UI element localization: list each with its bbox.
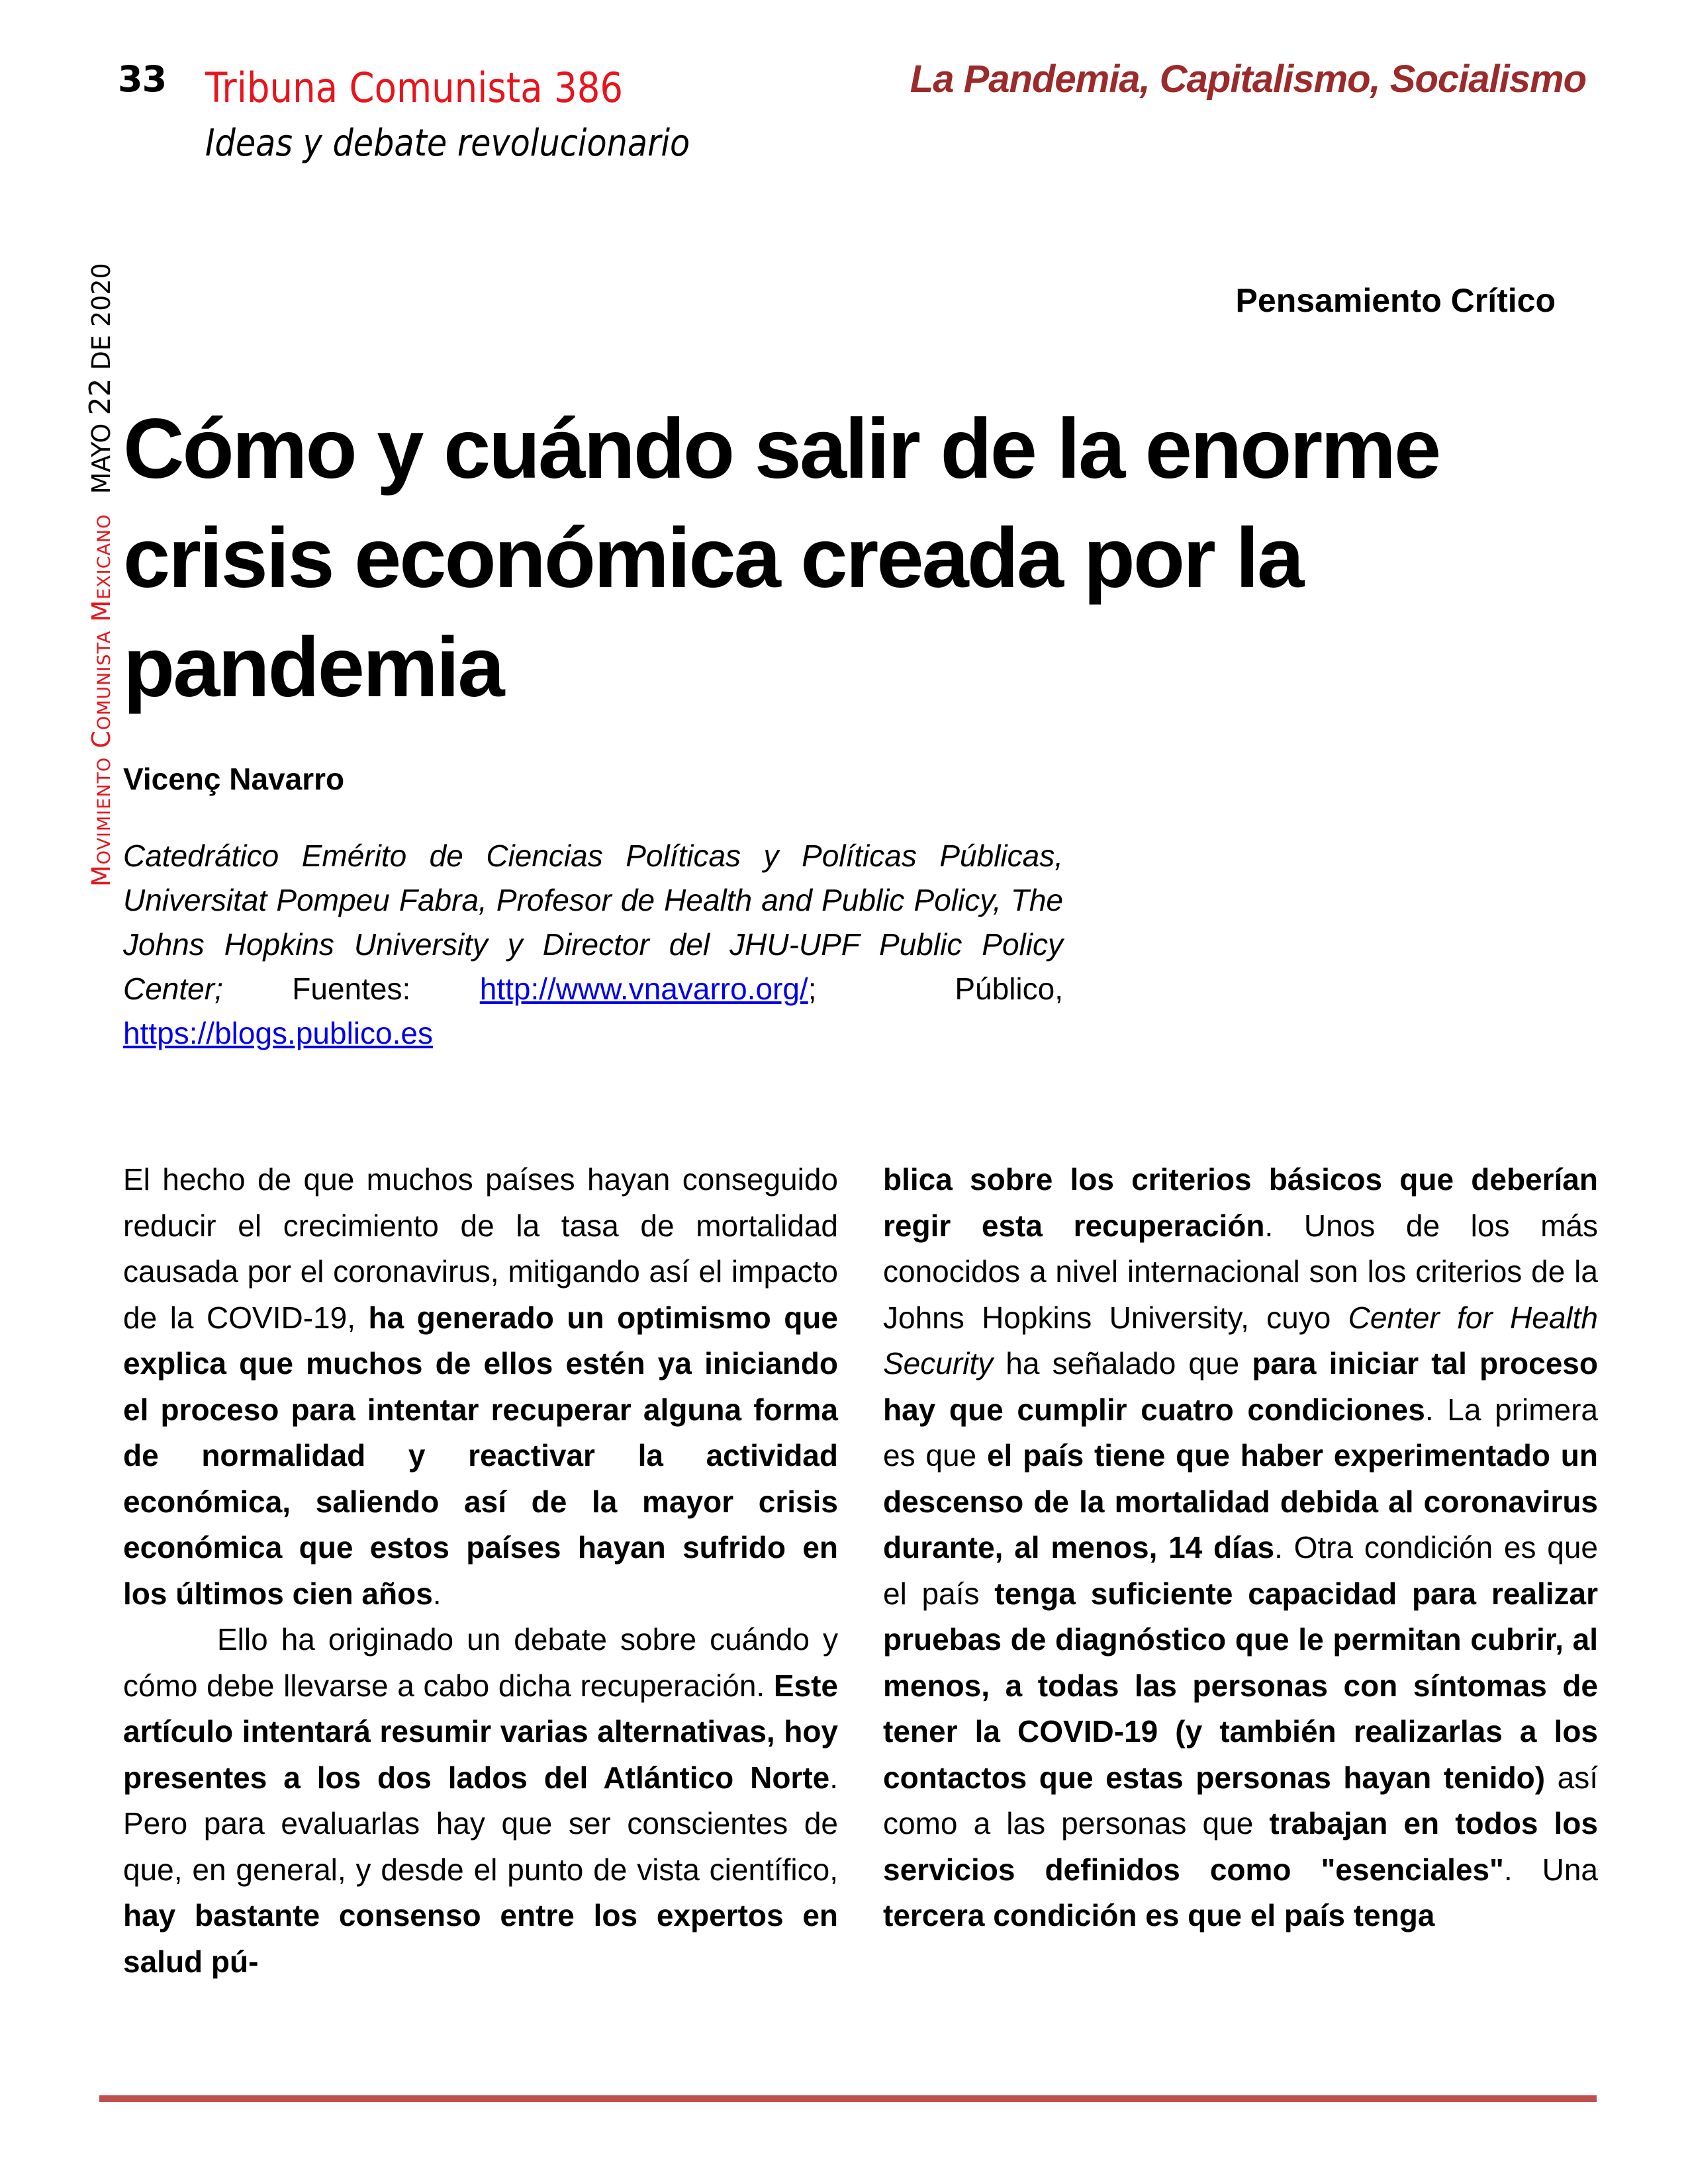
vnavarro-link[interactable]: http://www.vnavarro.org/	[479, 972, 808, 1006]
sources-label: Fuentes:	[292, 972, 411, 1006]
separator: ;	[808, 972, 817, 1006]
publico-label: Público,	[955, 972, 1064, 1006]
text-run: ha señalado que	[993, 1346, 1252, 1381]
section-label: Pensamiento Crítico	[1235, 282, 1556, 319]
paragraph	[883, 1157, 1598, 1939]
author-affiliation	[123, 834, 1063, 1056]
text-run: . Unos de los más conocidos a nivel internacional son los criterios de la Johns Hopkins University, cuyo	[883, 1208, 1598, 1335]
bold-run: Este artículo intentará resumir varias alternativas, hoy presentes a los dos lados del Atlántico Norte	[123, 1668, 838, 1795]
date-day: 22	[83, 378, 117, 416]
paragraph	[123, 1157, 838, 1617]
date-month: MAYO	[87, 423, 116, 494]
bold-run: trabajan en todos los servicios definidos como "esenciales"	[883, 1806, 1598, 1887]
text-run: . Pero para evaluarlas hay que ser conscientes de que, en general, y desde el punto de vista científico,	[123, 1760, 838, 1887]
right-column	[883, 1157, 1598, 1939]
footer-rule	[99, 2095, 1597, 2102]
section-header: La Pandemia, Capitalismo, Socialismo	[910, 58, 1586, 101]
magazine-tagline: Ideas y debate revolucionario	[205, 122, 690, 165]
publico-blog-link[interactable]: https://blogs.publico.es	[123, 1016, 433, 1050]
italic-run: Center for Health Security	[883, 1300, 1599, 1381]
page-number: 33	[118, 58, 167, 100]
bold-run: para iniciar tal proceso hay que cumplir cuatro condiciones	[883, 1346, 1598, 1427]
text-run: Ello ha originado un debate sobre cuándo y cómo debe llevarse a cabo dicha recuperación.	[123, 1622, 838, 1703]
bold-run: ha generado un optimismo que explica que muchos de ellos estén ya iniciando el proceso para intentar recuperar alguna forma de normalidad y reactivar la actividad económica, saliendo así de la mayor crisis económica que estos países hayan sufrido en los últimos cien años	[123, 1300, 838, 1611]
bold-run: hay bastante consenso entre los expertos en salud pú-	[123, 1898, 838, 1979]
text-run: El hecho de que muchos países hayan conseguido reducir el crecimiento de la tasa de mortalidad causada por el coronavirus, mitigando así el impacto de la COVID-19,	[123, 1162, 838, 1335]
side-band	[83, 263, 117, 887]
author-name: Vicenç Navarro	[123, 762, 345, 796]
bold-run: el país tiene que haber experimentado un descenso de la mortalidad debida al coronavirus durante, al menos, 14 días	[883, 1438, 1598, 1565]
organization-name: Movimiento Comunista Mexicano	[87, 514, 116, 887]
text-run: así como a las personas que	[883, 1760, 1598, 1841]
bold-run: tenga suficiente capacidad para realizar pruebas de diagnóstico que le permitan cubrir, al menos, a todas las personas con síntomas de tener la COVID-19 (y también realizarlas a los contactos que estas personas hayan tenido)	[883, 1576, 1598, 1795]
paragraph	[123, 1617, 838, 1985]
bold-run: tercera condición es que el país tenga	[883, 1898, 1435, 1933]
bold-run: blica sobre los criterios básicos que deberían regir esta recuperación	[883, 1162, 1598, 1243]
left-column	[123, 1157, 838, 1985]
issue-date	[83, 263, 117, 494]
magazine-title: Tribuna Comunista 386	[205, 64, 624, 112]
affiliation-text: Catedrático Emérito de Ciencias Políticas y Políticas Públicas, Universitat Pompeu Fabra, Profesor de Health and Public Policy, The Johns Hopkins University y Director del JHU-UPF Public Policy Center;	[123, 839, 1063, 1006]
text-run: . La primera es que	[883, 1392, 1599, 1473]
text-run: . Otra condición es que el país	[883, 1530, 1598, 1611]
text-run: . Una	[1503, 1852, 1598, 1887]
article-title: Cómo y cuándo salir de la enorme crisis económica creada por la pandemia	[123, 402, 1440, 715]
text-run: .	[432, 1576, 442, 1611]
date-rest: DE 2020	[87, 263, 116, 371]
